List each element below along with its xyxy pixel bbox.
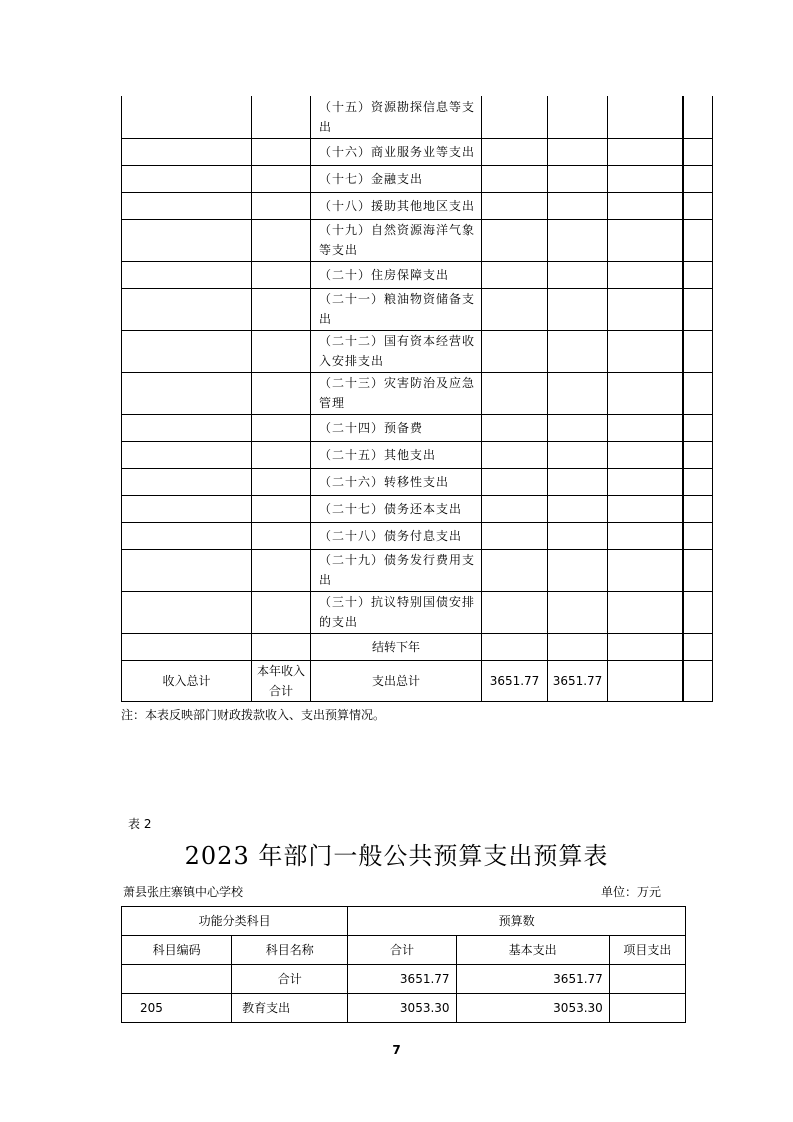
expense-item: （二十七）债务还本支出	[311, 495, 482, 522]
header-project: 项目支出	[609, 936, 685, 965]
header-basic: 基本支出	[456, 936, 609, 965]
row-basic: 3053.30	[456, 994, 609, 1023]
expense-item: （二十）住房保障支出	[311, 261, 482, 288]
expense-item: （三十）抗议特别国债安排的支出	[311, 591, 482, 633]
carry-forward-label: 结转下年	[311, 633, 482, 660]
row-code	[122, 965, 232, 994]
header-budget-amount: 预算数	[348, 907, 686, 936]
table-title: 2023 年部门一般公共预算支出预算表	[184, 842, 609, 870]
total-expense-label: 支出总计	[311, 660, 482, 701]
expense-item: （十五）资源勘探信息等支出	[311, 96, 482, 138]
table-row	[122, 994, 686, 1023]
row-code: 205	[122, 994, 232, 1023]
table-row	[122, 96, 713, 138]
table-row	[122, 138, 713, 165]
table-row	[122, 261, 713, 288]
table-row	[122, 965, 686, 994]
page-number: 7	[392, 1043, 401, 1057]
table-row	[122, 549, 713, 591]
row-total: 3651.77	[348, 965, 456, 994]
expenditure-budget-table	[121, 906, 686, 1023]
header-function-category: 功能分类科目	[122, 907, 348, 936]
expense-item: （二十三）灾害防治及应急管理	[311, 372, 482, 414]
total-income-label: 收入总计	[122, 660, 252, 701]
expense-item: （二十八）债务付息支出	[311, 522, 482, 549]
table-row	[122, 633, 713, 660]
current-year-income-label: 本年收入合计	[252, 660, 311, 701]
header-code: 科目编码	[122, 936, 232, 965]
expense-item: （二十二）国有资本经营收入安排支出	[311, 330, 482, 372]
table-row	[122, 192, 713, 219]
row-project	[609, 994, 685, 1023]
expense-item: （二十九）债务发行费用支出	[311, 549, 482, 591]
header-total: 合计	[348, 936, 456, 965]
row-name: 教育支出	[232, 994, 348, 1023]
expense-item: （十八）援助其他地区支出	[311, 192, 482, 219]
row-project	[609, 965, 685, 994]
organization-name: 萧县张庄寨镇中心学校	[123, 885, 244, 899]
table-row	[122, 414, 713, 441]
row-total: 3053.30	[348, 994, 456, 1023]
table-row	[122, 219, 713, 261]
table-row	[122, 468, 713, 495]
table-label: 表 2	[128, 817, 152, 831]
expense-item: （二十五）其他支出	[311, 441, 482, 468]
table-row	[122, 165, 713, 192]
total-value-1: 3651.77	[482, 660, 548, 701]
expense-item: （二十六）转移性支出	[311, 468, 482, 495]
expense-item: （十六）商业服务业等支出	[311, 138, 482, 165]
table-note: 注：本表反映部门财政拨款收入、支出预算情况。	[121, 708, 386, 722]
table-row	[122, 288, 713, 330]
table-row	[122, 591, 713, 633]
header-row	[122, 936, 686, 965]
revenue-expense-table	[121, 96, 713, 702]
row-basic: 3651.77	[456, 965, 609, 994]
expense-item: （十七）金融支出	[311, 165, 482, 192]
table-row	[122, 495, 713, 522]
expense-item: （二十四）预备费	[311, 414, 482, 441]
expense-item: （十九）自然资源海洋气象等支出	[311, 219, 482, 261]
table-row	[122, 372, 713, 414]
total-value-2: 3651.77	[548, 660, 608, 701]
unit-label: 单位：万元	[601, 885, 662, 899]
table-row	[122, 330, 713, 372]
header-row	[122, 907, 686, 936]
header-name: 科目名称	[232, 936, 348, 965]
expense-item: （二十一）粮油物资储备支出	[311, 288, 482, 330]
table-row	[122, 522, 713, 549]
table-row	[122, 441, 713, 468]
total-row	[122, 660, 713, 701]
row-name: 合计	[232, 965, 348, 994]
